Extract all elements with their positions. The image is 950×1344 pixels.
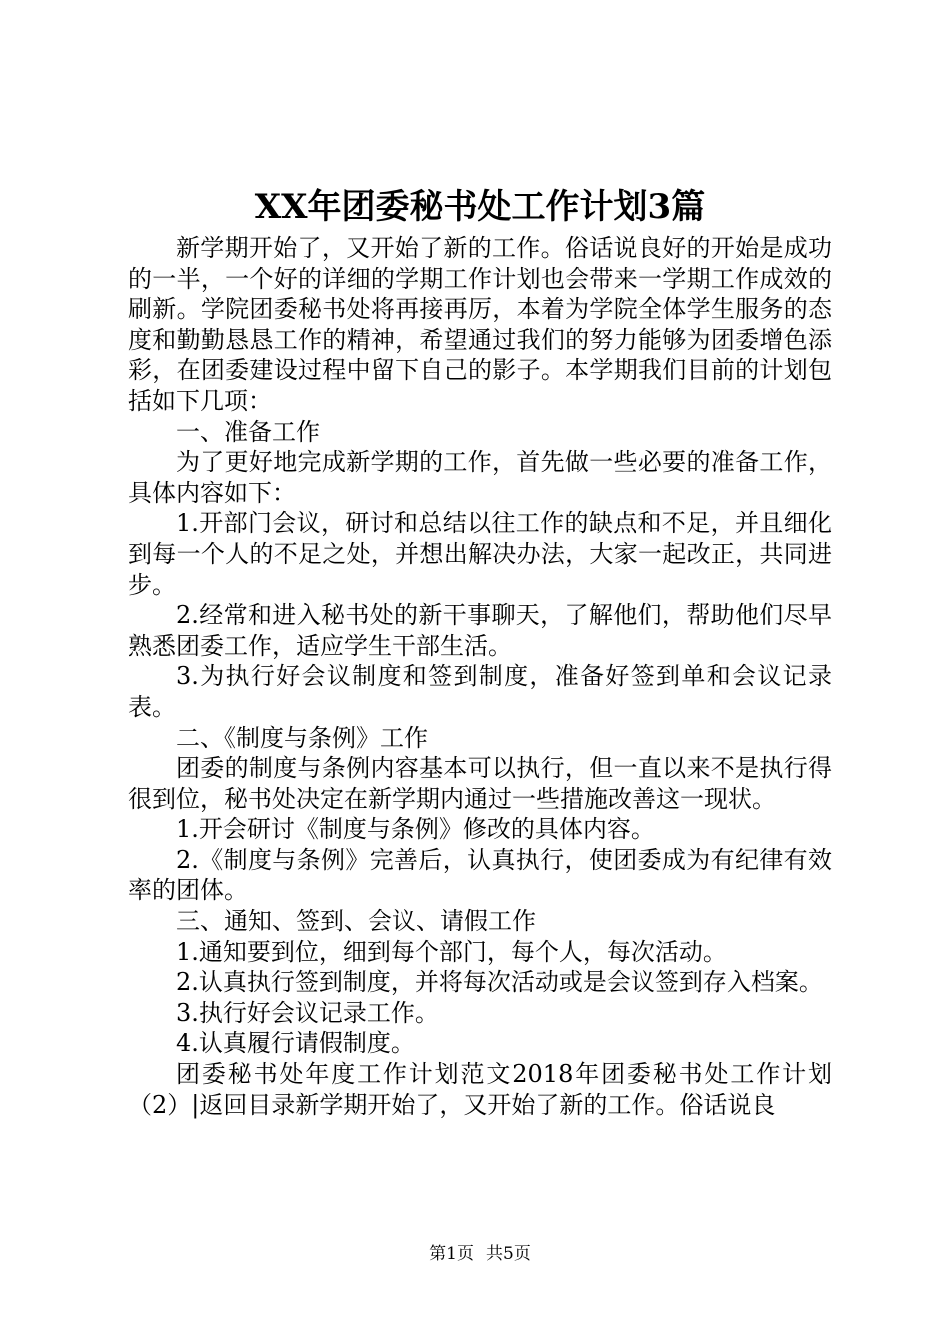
- list-item: 4.认真履行请假制度。: [176, 1029, 415, 1058]
- page-number: 第1页: [429, 1244, 474, 1264]
- paragraph-continued: 团委秘书处年度工作计划范文2018年团委秘书处工作计划（2）|返回目录新学期开始了，又开始了新的工作。俗话说良: [128, 1060, 832, 1119]
- list-item: 2.经常和进入秘书处的新干事聊天，了解他们，帮助他们尽早熟悉团委工作，适应学生干部生活。: [128, 601, 832, 660]
- list-item: 1.开部门会议，研讨和总结以往工作的缺点和不足，并且细化到每一个人的不足之处，并想出解决办法，大家一起改正，共同进步。: [128, 509, 832, 599]
- list-item: 2.认真执行签到制度，并将每次活动或是会议签到存入档案。: [176, 968, 823, 997]
- paragraph: 团委的制度与条例内容基本可以执行，但一直以来不是执行得很到位，秘书处决定在新学期内通过一些措施改善这一现状。: [128, 754, 832, 813]
- paragraph: 为了更好地完成新学期的工作，首先做一些必要的准备工作，具体内容如下：: [128, 448, 832, 507]
- list-item: 1.开会研讨《制度与条例》修改的具体内容。: [176, 815, 655, 844]
- document-title: XX年团委秘书处工作计划3篇: [254, 187, 706, 227]
- list-item: 2.《制度与条例》完善后，认真执行，使团委成为有纪律有效率的团体。: [128, 845, 832, 905]
- page-total: 共5页: [486, 1244, 531, 1264]
- section-heading-2: 二、《制度与条例》工作: [176, 723, 428, 752]
- document-page: [128, 0, 832, 1344]
- list-item: 3.执行好会议记录工作。: [176, 998, 439, 1027]
- section-heading-1: 一、准备工作: [176, 417, 320, 446]
- page-footer: [128, 1243, 832, 1265]
- list-item: 1.通知要到位，细到每个部门，每个人，每次活动。: [176, 937, 727, 966]
- document-body: [128, 233, 832, 1120]
- section-heading-3: 三、通知、签到、会议、请假工作: [176, 907, 536, 936]
- paragraph-intro: 新学期开始了，又开始了新的工作。俗话说良好的开始是成功的一半，一个好的详细的学期工作计划也会带来一学期工作成效的刷新。学院团委秘书处将再接再厉，本着为学院全体学生服务的态度和勤勤恳恳工作的精神，希望通过我们的努力能够为团委增色添彩，在团委建设过程中留下自己的影子。本学期我们目前的计划包括如下几项：: [128, 234, 832, 415]
- list-item: 3.为执行好会议制度和签到制度，准备好签到单和会议记录表。: [128, 662, 832, 721]
